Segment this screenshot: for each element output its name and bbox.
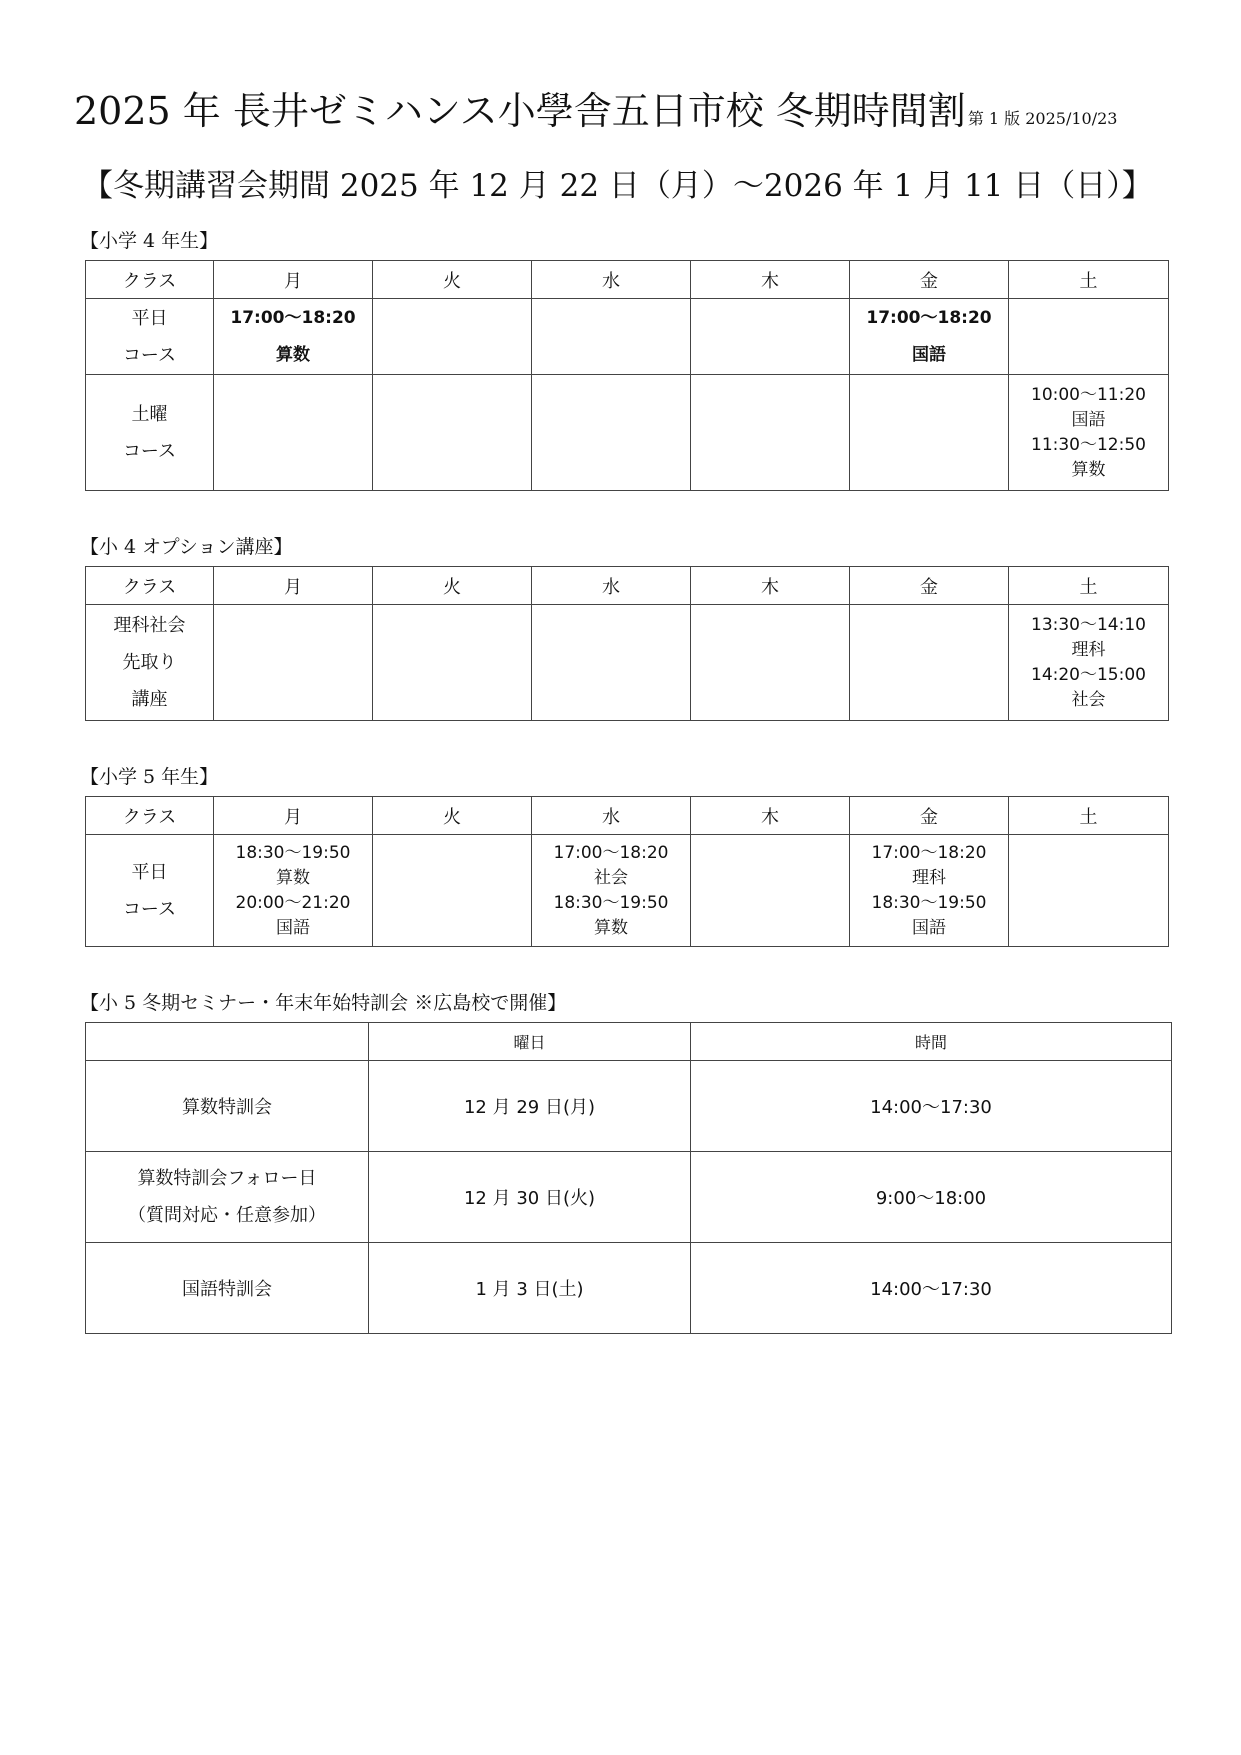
class-label: 平日 コース — [86, 835, 214, 947]
col-class: クラス — [86, 567, 214, 605]
grade5-weekday-row — [86, 835, 1169, 947]
lesson-cell: 17:00～18:20 社会 18:30～19:50 算数 — [532, 835, 691, 947]
period-heading: 【冬期講習会期間 2025 年 12 月 22 日（月）～2026 年 1 月 11 日（日）】 — [82, 168, 1153, 204]
seminar-name: 算数特訓会フォロー日 （質問対応・任意参加） — [86, 1152, 369, 1243]
option4-header-row — [86, 567, 1169, 605]
col-thu: 木 — [691, 797, 850, 835]
title-text: 2025 年 長井ゼミハンス小學舎五日市校 冬期時間割 — [74, 89, 966, 133]
seminar-row — [86, 1243, 1172, 1334]
empty-cell — [691, 375, 850, 491]
col-wed: 水 — [532, 261, 691, 299]
col-sat: 土 — [1009, 261, 1169, 299]
class-label: 平日 コース — [86, 299, 214, 375]
col-wed: 水 — [532, 567, 691, 605]
col-mon: 月 — [214, 797, 373, 835]
grade5-header-row — [86, 797, 1169, 835]
lesson-cell: 18:30～19:50 算数 20:00～21:20 国語 — [214, 835, 373, 947]
lesson-cell: 17:00～18:20 算数 — [214, 299, 373, 375]
col-tue: 火 — [373, 261, 532, 299]
empty-cell — [214, 605, 373, 721]
grade4-header-row — [86, 261, 1169, 299]
empty-cell — [532, 299, 691, 375]
edition-label: 第 1 版 2025/10/23 — [967, 109, 1118, 128]
page-title — [74, 86, 1117, 144]
col-sat: 土 — [1009, 567, 1169, 605]
grade4-table — [85, 260, 1169, 491]
seminar-day: 1 月 3 日(土) — [369, 1243, 691, 1334]
col-wed: 水 — [532, 797, 691, 835]
seminar-row — [86, 1061, 1172, 1152]
empty-cell — [1009, 299, 1169, 375]
col-class: クラス — [86, 261, 214, 299]
grade5-title: 【小学 5 年生】 — [80, 766, 219, 788]
seminar-name: 国語特訓会 — [86, 1243, 369, 1334]
empty-cell — [532, 375, 691, 491]
col-mon: 月 — [214, 567, 373, 605]
lesson-cell: 17:00～18:20 国語 — [850, 299, 1009, 375]
grade4-weekday-row — [86, 299, 1169, 375]
lesson-cell: 13:30～14:10 理科 14:20～15:00 社会 — [1009, 605, 1169, 721]
col-mon: 月 — [214, 261, 373, 299]
option4-row — [86, 605, 1169, 721]
seminar-title: 【小 5 冬期セミナー・年末年始特訓会 ※広島校で開催】 — [80, 992, 567, 1014]
class-label: 土曜 コース — [86, 375, 214, 491]
empty-cell — [1009, 835, 1169, 947]
col-fri: 金 — [850, 567, 1009, 605]
col-thu: 木 — [691, 261, 850, 299]
grade5-table — [85, 796, 1169, 947]
seminar-col-day: 曜日 — [369, 1023, 691, 1061]
empty-cell — [691, 605, 850, 721]
seminar-name: 算数特訓会 — [86, 1061, 369, 1152]
grade4-title: 【小学 4 年生】 — [80, 230, 219, 252]
empty-cell — [691, 299, 850, 375]
seminar-header-row — [86, 1023, 1172, 1061]
col-sat: 土 — [1009, 797, 1169, 835]
seminar-col-time: 時間 — [691, 1023, 1172, 1061]
empty-cell — [373, 835, 532, 947]
seminar-table — [85, 1022, 1172, 1334]
empty-cell — [850, 605, 1009, 721]
col-fri: 金 — [850, 797, 1009, 835]
class-label: 理科社会 先取り 講座 — [86, 605, 214, 721]
empty-cell — [373, 299, 532, 375]
empty-cell — [532, 605, 691, 721]
seminar-day: 12 月 30 日(火) — [369, 1152, 691, 1243]
option4-table — [85, 566, 1169, 721]
empty-cell — [691, 835, 850, 947]
empty-cell — [373, 375, 532, 491]
grade4-saturday-row — [86, 375, 1169, 491]
col-thu: 木 — [691, 567, 850, 605]
seminar-row — [86, 1152, 1172, 1243]
seminar-time: 14:00～17:30 — [691, 1061, 1172, 1152]
lesson-cell: 10:00～11:20 国語 11:30～12:50 算数 — [1009, 375, 1169, 491]
option4-title: 【小 4 オプション講座】 — [80, 536, 293, 558]
seminar-time: 9:00～18:00 — [691, 1152, 1172, 1243]
col-tue: 火 — [373, 797, 532, 835]
seminar-col-name — [86, 1023, 369, 1061]
lesson-cell: 17:00～18:20 理科 18:30～19:50 国語 — [850, 835, 1009, 947]
empty-cell — [214, 375, 373, 491]
col-fri: 金 — [850, 261, 1009, 299]
col-tue: 火 — [373, 567, 532, 605]
empty-cell — [373, 605, 532, 721]
seminar-time: 14:00～17:30 — [691, 1243, 1172, 1334]
col-class: クラス — [86, 797, 214, 835]
empty-cell — [850, 375, 1009, 491]
seminar-day: 12 月 29 日(月) — [369, 1061, 691, 1152]
